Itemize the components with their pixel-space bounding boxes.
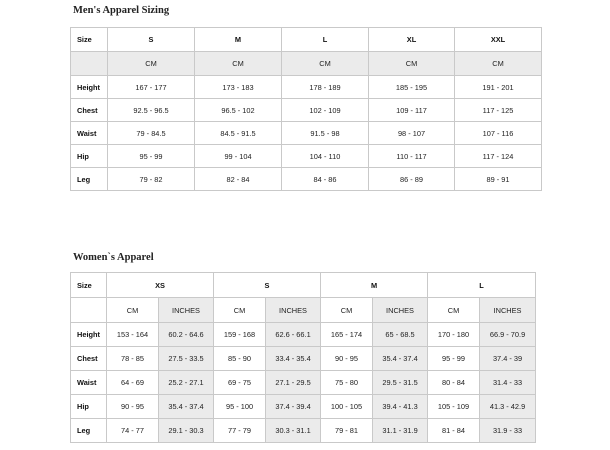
row-label: Leg	[71, 168, 108, 191]
table-cell: 64 - 69	[107, 371, 159, 395]
womens-unit-row	[71, 298, 536, 323]
womens-size-corner: Size	[71, 273, 107, 298]
womens-size-xs-header: XS	[107, 273, 214, 298]
mens-unit-cell: CM	[455, 52, 542, 76]
womens-size-m-header: M	[321, 273, 428, 298]
table-cell: 95 - 99	[428, 347, 480, 371]
table-cell: 41.3 - 42.9	[480, 395, 536, 419]
row-label: Hip	[71, 395, 107, 419]
table-cell: 105 - 109	[428, 395, 480, 419]
womens-row-waist	[71, 371, 536, 395]
table-cell: 170 - 180	[428, 323, 480, 347]
unit-cm: CM	[428, 298, 480, 323]
womens-size-s-header: S	[214, 273, 321, 298]
table-cell: 35.4 - 37.4	[373, 347, 428, 371]
table-cell: 77 - 79	[214, 419, 266, 443]
womens-row-chest	[71, 347, 536, 371]
unit-cm: CM	[107, 298, 159, 323]
table-cell: 81 - 84	[428, 419, 480, 443]
table-cell: 92.5 - 96.5	[108, 99, 195, 122]
mens-unit-cell: CM	[282, 52, 369, 76]
table-cell: 107 - 116	[455, 122, 542, 145]
table-cell: 39.4 - 41.3	[373, 395, 428, 419]
table-cell: 159 - 168	[214, 323, 266, 347]
mens-unit-row	[71, 52, 542, 76]
row-label: Height	[71, 323, 107, 347]
table-cell: 27.5 - 33.5	[159, 347, 214, 371]
mens-size-xl-header: XL	[369, 28, 455, 52]
table-cell: 37.4 - 39	[480, 347, 536, 371]
mens-size-header-row	[71, 28, 542, 52]
mens-unit-cell: CM	[108, 52, 195, 76]
womens-sizing-title: Women`s Apparel	[73, 252, 154, 263]
womens-size-table	[70, 272, 536, 443]
table-cell: 35.4 - 37.4	[159, 395, 214, 419]
table-cell: 95 - 99	[108, 145, 195, 168]
table-cell: 66.9 - 70.9	[480, 323, 536, 347]
row-label: Chest	[71, 347, 107, 371]
table-cell: 96.5 - 102	[195, 99, 282, 122]
unit-cm: CM	[214, 298, 266, 323]
table-cell: 89 - 91	[455, 168, 542, 191]
table-cell: 79 - 84.5	[108, 122, 195, 145]
table-cell: 98 - 107	[369, 122, 455, 145]
row-label: Hip	[71, 145, 108, 168]
table-cell: 65 - 68.5	[373, 323, 428, 347]
table-cell: 178 - 189	[282, 76, 369, 99]
unit-inches: INCHES	[373, 298, 428, 323]
table-cell: 74 - 77	[107, 419, 159, 443]
unit-cm: CM	[321, 298, 373, 323]
row-label: Waist	[71, 122, 108, 145]
womens-size-l-header: L	[428, 273, 536, 298]
table-cell: 79 - 81	[321, 419, 373, 443]
mens-row-hip	[71, 145, 542, 168]
unit-inches: INCHES	[159, 298, 214, 323]
mens-unit-cell: CM	[195, 52, 282, 76]
mens-unit-blank	[71, 52, 108, 76]
table-cell: 29.1 - 30.3	[159, 419, 214, 443]
table-cell: 185 - 195	[369, 76, 455, 99]
table-cell: 167 - 177	[108, 76, 195, 99]
table-cell: 104 - 110	[282, 145, 369, 168]
mens-size-table	[70, 27, 542, 191]
womens-size-header-row	[71, 273, 536, 298]
mens-sizing-title: Men's Apparel Sizing	[73, 5, 170, 16]
table-cell: 95 - 100	[214, 395, 266, 419]
table-cell: 80 - 84	[428, 371, 480, 395]
table-cell: 30.3 - 31.1	[266, 419, 321, 443]
table-cell: 84 - 86	[282, 168, 369, 191]
table-cell: 91.5 - 98	[282, 122, 369, 145]
table-cell: 60.2 - 64.6	[159, 323, 214, 347]
womens-unit-blank	[71, 298, 107, 323]
table-cell: 90 - 95	[321, 347, 373, 371]
mens-row-waist	[71, 122, 542, 145]
unit-inches: INCHES	[480, 298, 536, 323]
table-cell: 117 - 125	[455, 99, 542, 122]
table-cell: 173 - 183	[195, 76, 282, 99]
table-cell: 25.2 - 27.1	[159, 371, 214, 395]
table-cell: 100 - 105	[321, 395, 373, 419]
mens-unit-cell: CM	[369, 52, 455, 76]
womens-row-hip	[71, 395, 536, 419]
table-cell: 31.9 - 33	[480, 419, 536, 443]
table-cell: 79 - 82	[108, 168, 195, 191]
row-label: Chest	[71, 99, 108, 122]
mens-row-height	[71, 76, 542, 99]
table-cell: 78 - 85	[107, 347, 159, 371]
table-cell: 85 - 90	[214, 347, 266, 371]
table-cell: 31.1 - 31.9	[373, 419, 428, 443]
table-cell: 153 - 164	[107, 323, 159, 347]
table-cell: 90 - 95	[107, 395, 159, 419]
mens-size-corner: Size	[71, 28, 108, 52]
row-label: Leg	[71, 419, 107, 443]
table-cell: 191 - 201	[455, 76, 542, 99]
mens-size-l-header: L	[282, 28, 369, 52]
table-cell: 165 - 174	[321, 323, 373, 347]
table-cell: 29.5 - 31.5	[373, 371, 428, 395]
table-cell: 99 - 104	[195, 145, 282, 168]
table-cell: 117 - 124	[455, 145, 542, 168]
mens-size-s-header: S	[108, 28, 195, 52]
mens-row-chest	[71, 99, 542, 122]
womens-row-leg	[71, 419, 536, 443]
mens-row-leg	[71, 168, 542, 191]
table-cell: 69 - 75	[214, 371, 266, 395]
table-cell: 27.1 - 29.5	[266, 371, 321, 395]
table-cell: 33.4 - 35.4	[266, 347, 321, 371]
table-cell: 102 - 109	[282, 99, 369, 122]
table-cell: 109 - 117	[369, 99, 455, 122]
womens-row-height	[71, 323, 536, 347]
table-cell: 84.5 - 91.5	[195, 122, 282, 145]
table-cell: 82 - 84	[195, 168, 282, 191]
table-cell: 62.6 - 66.1	[266, 323, 321, 347]
mens-size-xxl-header: XXL	[455, 28, 542, 52]
mens-size-m-header: M	[195, 28, 282, 52]
table-cell: 86 - 89	[369, 168, 455, 191]
unit-inches: INCHES	[266, 298, 321, 323]
table-cell: 75 - 80	[321, 371, 373, 395]
table-cell: 31.4 - 33	[480, 371, 536, 395]
row-label: Waist	[71, 371, 107, 395]
table-cell: 37.4 - 39.4	[266, 395, 321, 419]
table-cell: 110 - 117	[369, 145, 455, 168]
row-label: Height	[71, 76, 108, 99]
